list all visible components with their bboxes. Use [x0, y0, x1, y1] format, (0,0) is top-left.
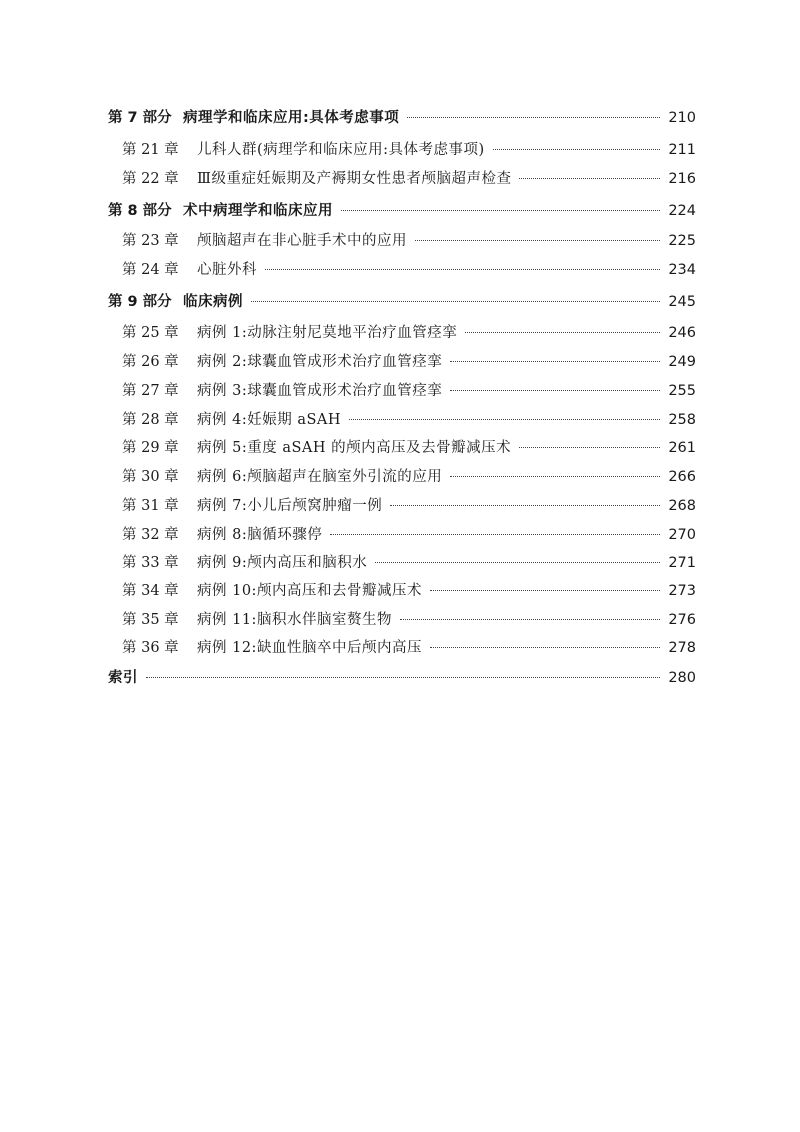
toc-index[interactable]	[108, 668, 696, 688]
page-number: 278	[668, 640, 696, 656]
chapter-title: 病例 11:脑积水伴脑室赘生物	[197, 612, 392, 628]
toc-chapter-31[interactable]	[122, 496, 696, 516]
part-title: 临床病例	[183, 294, 243, 310]
part-number: 第 9 部分	[108, 294, 172, 310]
page-number: 266	[668, 469, 696, 485]
page-number: 270	[668, 527, 696, 543]
dot-leader	[390, 504, 660, 506]
dot-leader	[519, 177, 660, 179]
dot-leader	[493, 148, 660, 150]
page-number: 276	[668, 612, 696, 628]
chapter-number: 第 23 章	[122, 233, 179, 249]
chapter-number: 第 34 章	[122, 583, 179, 599]
toc-chapter-28[interactable]	[122, 410, 696, 430]
part-number: 第 8 部分	[108, 203, 172, 219]
toc-chapter-21[interactable]	[122, 140, 696, 160]
toc-chapter-25[interactable]	[122, 323, 696, 343]
dot-leader	[375, 561, 660, 563]
page-number: 268	[668, 498, 696, 514]
chapter-number: 第 32 章	[122, 527, 179, 543]
page-number: 271	[668, 555, 696, 571]
chapter-number: 第 27 章	[122, 383, 179, 399]
toc-chapter-34[interactable]	[122, 581, 696, 601]
toc-chapter-26[interactable]	[122, 352, 696, 372]
page-number: 246	[668, 325, 696, 341]
page-number: 273	[668, 583, 696, 599]
page-number: 261	[668, 440, 696, 456]
chapter-number: 第 30 章	[122, 469, 179, 485]
dot-leader	[430, 646, 660, 648]
toc-chapter-22[interactable]	[122, 169, 696, 189]
dot-leader	[341, 209, 660, 211]
page-number: 249	[668, 354, 696, 370]
chapter-number: 第 35 章	[122, 612, 179, 628]
page-number: 255	[668, 383, 696, 399]
dot-leader	[450, 389, 660, 391]
page-number: 225	[668, 233, 696, 249]
toc-chapter-23[interactable]	[122, 231, 696, 251]
chapter-title: 病例 8:脑循环骤停	[197, 527, 323, 543]
toc-part-7[interactable]	[108, 108, 696, 128]
part-title: 病理学和临床应用:具体考虑事项	[183, 110, 400, 126]
chapter-number: 第 26 章	[122, 354, 179, 370]
toc-chapter-35[interactable]	[122, 610, 696, 630]
chapter-number: 第 33 章	[122, 555, 179, 571]
chapter-title: 病例 2:球囊血管成形术治疗血管痉挛	[197, 354, 443, 370]
page-number: 216	[668, 171, 696, 187]
dot-leader	[450, 360, 660, 362]
chapter-title: 病例 7:小儿后颅窝肿瘤一例	[197, 498, 383, 514]
page-number: 224	[668, 203, 696, 219]
toc-chapter-33[interactable]	[122, 553, 696, 573]
dot-leader	[465, 331, 660, 333]
chapter-title: 病例 4:妊娠期 aSAH	[197, 412, 342, 428]
chapter-title: 病例 12:缺血性脑卒中后颅内高压	[197, 640, 422, 656]
toc-chapter-29[interactable]	[122, 438, 696, 458]
toc-chapter-36[interactable]	[122, 638, 696, 658]
dot-leader	[415, 239, 660, 241]
page-number: 245	[668, 294, 696, 310]
dot-leader	[450, 475, 660, 477]
chapter-number: 第 36 章	[122, 640, 179, 656]
toc-chapter-30[interactable]	[122, 467, 696, 487]
chapter-title: 病例 10:颅内高压和去骨瓣减压术	[197, 583, 422, 599]
chapter-title: 病例 6:颅脑超声在脑室外引流的应用	[197, 469, 443, 485]
chapter-title: Ⅲ级重症妊娠期及产褥期女性患者颅脑超声检查	[197, 171, 512, 187]
page-number: 234	[668, 262, 696, 278]
chapter-title: 颅脑超声在非心脏手术中的应用	[197, 233, 407, 249]
dot-leader	[430, 589, 660, 591]
toc-chapter-27[interactable]	[122, 381, 696, 401]
dot-leader	[407, 116, 660, 118]
chapter-number: 第 28 章	[122, 412, 179, 428]
chapter-number: 第 21 章	[122, 142, 179, 158]
part-title: 术中病理学和临床应用	[183, 203, 333, 219]
dot-leader	[349, 418, 660, 420]
chapter-title: 病例 1:动脉注射尼莫地平治疗血管痉挛	[197, 325, 458, 341]
index-title: 索引	[108, 670, 138, 686]
page-number: 258	[668, 412, 696, 428]
part-number: 第 7 部分	[108, 110, 172, 126]
dot-leader	[519, 446, 660, 448]
chapter-title: 心脏外科	[197, 262, 257, 278]
chapter-number: 第 22 章	[122, 171, 179, 187]
toc-chapter-32[interactable]	[122, 525, 696, 545]
dot-leader	[146, 676, 660, 678]
toc-part-9[interactable]	[108, 292, 696, 312]
toc-part-8[interactable]	[108, 201, 696, 221]
chapter-title: 病例 3:球囊血管成形术治疗血管痉挛	[197, 383, 443, 399]
page-number: 211	[668, 142, 696, 158]
chapter-title: 儿科人群(病理学和临床应用:具体考虑事项)	[197, 142, 485, 158]
chapter-number: 第 25 章	[122, 325, 179, 341]
dot-leader	[265, 268, 660, 270]
dot-leader	[400, 618, 660, 620]
dot-leader	[251, 300, 660, 302]
page-number: 210	[668, 110, 696, 126]
dot-leader	[330, 533, 660, 535]
chapter-title: 病例 5:重度 aSAH 的颅内高压及去骨瓣减压术	[197, 440, 512, 456]
chapter-number: 第 29 章	[122, 440, 179, 456]
page-number: 280	[668, 670, 696, 686]
toc-chapter-24[interactable]	[122, 260, 696, 280]
chapter-number: 第 24 章	[122, 262, 179, 278]
chapter-title: 病例 9:颅内高压和脑积水	[197, 555, 368, 571]
chapter-number: 第 31 章	[122, 498, 179, 514]
